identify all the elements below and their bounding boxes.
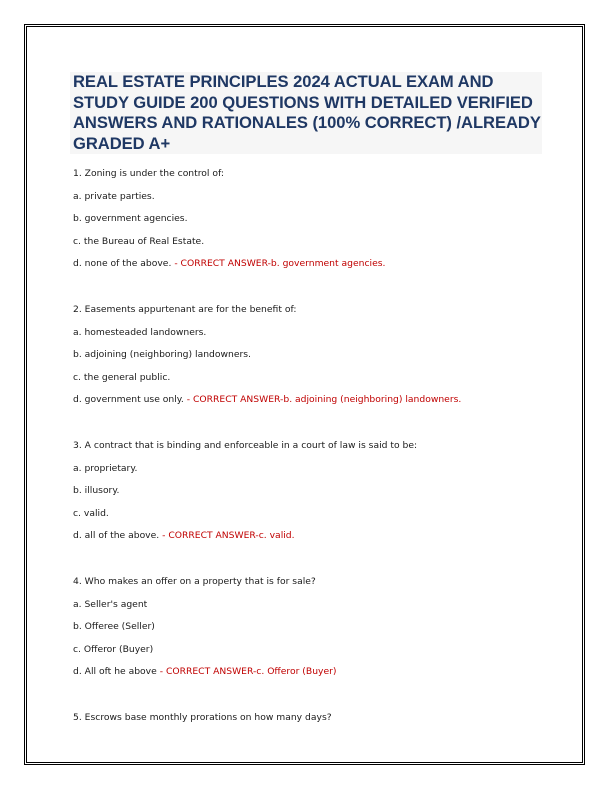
option-c: c. the Bureau of Real Estate. (73, 235, 205, 247)
question-text: 3. A contract that is binding and enforceable in a court of law is said to be: (73, 439, 418, 451)
question-list (73, 168, 553, 757)
question-text: 5. Escrows base monthly prorations on how many days? (73, 711, 332, 723)
option-a: a. private parties. (73, 190, 155, 202)
question-4 (73, 576, 553, 689)
option-c: c. the general public. (73, 371, 171, 383)
correct-answer: - CORRECT ANSWER-b. government agencies. (174, 258, 386, 270)
question-text: 1. Zoning is under the control of: (73, 168, 225, 179)
question-text: 2. Easements appurtenant are for the benefit of: (73, 303, 297, 315)
correct-answer: - CORRECT ANSWER-c. Offeror (Buyer) (159, 666, 337, 678)
option-a: a. homesteaded landowners. (73, 326, 207, 338)
question-2 (73, 304, 553, 417)
option-d: d. All oft he above (73, 666, 160, 678)
correct-answer: - CORRECT ANSWER-c. valid. (162, 530, 295, 542)
option-d-line (73, 666, 553, 689)
option-a: a. proprietary. (73, 462, 138, 474)
option-d-line (73, 258, 553, 281)
document-title: REAL ESTATE PRINCIPLES 2024 ACTUAL EXAM AND STUDY GUIDE 200 QUESTIONS WITH DETAILED VERIFIED ANSWERS AND RATIONALES (100% CORRECT) /ALREADY GRADED A+ (73, 72, 541, 153)
option-d: d. government use only. (73, 394, 187, 406)
option-c: c. valid. (73, 507, 109, 519)
option-d-line (73, 530, 553, 553)
option-b: b. government agencies. (73, 213, 188, 225)
correct-answer: - CORRECT ANSWER-b. adjoining (neighboring) landowners. (186, 394, 462, 406)
question-1 (73, 168, 553, 281)
option-d-line (73, 394, 553, 417)
option-b: b. illusory. (73, 485, 120, 497)
option-d: d. none of the above. (73, 258, 175, 270)
question-5 (73, 712, 553, 735)
option-a: a. Seller's agent (73, 598, 148, 610)
option-c: c. Offeror (Buyer) (73, 643, 154, 655)
question-3 (73, 440, 553, 553)
question-text: 4. Who makes an offer on a property that is for sale? (73, 575, 316, 587)
option-b: b. Offeree (Seller) (73, 621, 155, 633)
option-b: b. adjoining (neighboring) landowners. (73, 349, 251, 361)
title-block (70, 72, 542, 154)
option-d: d. all of the above. (73, 530, 163, 542)
